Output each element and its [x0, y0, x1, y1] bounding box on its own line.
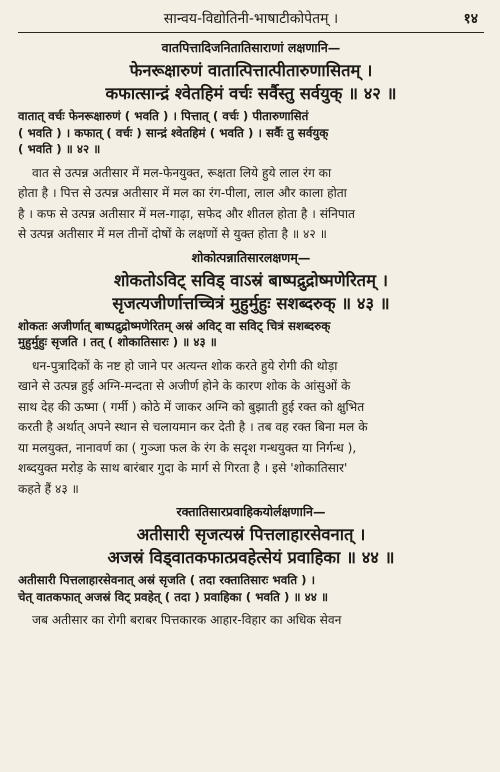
verse-line: शोकतोऽविट् सविड् वाऽस्रं बाष्पद्रुद्रोष्मणेरितम् ।	[114, 270, 388, 290]
explanation-text	[18, 356, 484, 500]
anvaya-line: ( भवति ) । कफात् ( वर्चः ) सान्द्रं श्वेतहिमं ( भवति ) । सर्वैः तु सर्वयुक्	[18, 125, 329, 140]
section-heading: शोकोत्पन्नातिसारलक्षणम्—	[191, 249, 311, 265]
verse-line: कफात्सान्द्रं श्वेतहिमं वर्चः सर्वैस्तु सर्वयुक् ॥ ४२ ॥	[105, 84, 397, 103]
anvaya-line: वातात् वर्चः फेनरूक्षारुणं ( भवति ) । पित्तात् ( वर्चः ) पीतारुणासितं	[18, 109, 309, 123]
verse-line: फेनरूक्षारुणं वातात्पित्तात्पीतारुणासितम् ।	[129, 61, 373, 80]
explanation-line: करती है अर्थात् अपने स्थान से चलायमान कर देती है । तब वह रक्त बिना मल के	[18, 420, 368, 434]
header-rule	[18, 32, 484, 33]
explanation-line: या मलयुक्त, नानावर्ण का ( गुञ्जा फल के रंग के सदृश गन्धयुक्त या निर्गन्ध ),	[18, 440, 357, 455]
explanation-text	[18, 163, 484, 245]
explanation-text	[18, 610, 484, 631]
explanation-line: धन-पुत्रादिकों के नष्ट हो जाने पर अत्यन्त शोक करते हुये रोगी की थोड़ा	[32, 358, 338, 373]
anvaya-line: मुहुर्मुहुः सृजति । तत् ( शोकातिसारः ) ॥ ४३ ॥	[18, 335, 217, 349]
anvaya-text	[18, 108, 484, 158]
verse-line: अतीसारी सृजत्यस्रं पित्तलाहारसेवनात् ।	[136, 525, 366, 544]
page-header	[18, 8, 484, 30]
explanation-line: से उत्पन्न अतीसार में मल तीनों दोषों के लक्षणों से युक्त होता है ॥ ४२ ॥	[18, 227, 327, 241]
explanation-line: साथ देह की ऊष्मा ( गर्मी ) कोठे में जाकर अग्नि को बुझाती हुई रक्त को क्षुभित	[18, 399, 365, 414]
running-title: सान्वय-विद्योतिनी-भाषाटीकोपेतम् ।	[163, 11, 339, 27]
explanation-line: जब अतीसार का रोगी बराबर पित्तकारक आहार-विहार का अधिक सेवन	[32, 613, 342, 627]
anvaya-line: शोकतः अजीर्णात् बाष्पद्रुद्रोष्मणेरितम् अस्रं अविट् वा सविट् चित्रं सशब्दरुक्	[18, 318, 331, 333]
explanation-line: है । कफ से उत्पन्न अतीसार में मल-गाढ़ा, सफेद और शीतल होता है । संनिपात	[18, 206, 355, 221]
section-heading: रक्तातिसारप्रवाहिकयोर्लक्षणानि—	[176, 504, 326, 519]
page-number: १४	[463, 11, 478, 27]
anvaya-line: अतीसारी पित्तलाहारसेवनात् अस्रं सृजति ( तदा रक्तातिसारः भवति ) ।	[18, 573, 316, 587]
anvaya-text	[18, 572, 484, 605]
explanation-line: शब्दयुक्त मरोड़ के साथ बारंबार गुदा के मार्ग से गिरता है । इसे 'शोकातिसार'	[18, 461, 348, 475]
explanation-line: कहते हैं ४३ ॥	[18, 481, 79, 496]
explanation-line: वात से उत्पन्न अतीसार में मल-फेनयुक्त, रूक्षता लिये हुये लाल रंग का	[32, 165, 332, 180]
section-heading: वातपित्तादिजनितातिसाराणां लक्षणानि—	[161, 40, 341, 55]
explanation-line: होता है । पित्त से उत्पन्न अतीसार में मल का रंग-पीला, लाल और काला होता	[18, 186, 347, 200]
verse-line: सृजत्यजीर्णात्तच्चित्रं मुहुर्मुहुः सशब्दरुक् ॥ ४३ ॥	[112, 293, 390, 313]
anvaya-text	[18, 318, 484, 351]
explanation-line: खाने से उत्पन्न हुई अग्नि-मन्दता से अजीर्ण होने के कारण शोक के आंसुओं के	[18, 379, 351, 393]
anvaya-line: चेत् वातकफात् अजस्रं विट् प्रवहेत् ( तदा ) प्रवाहिका ( भवति ) ॥ ४४ ॥	[18, 589, 329, 604]
anvaya-line: ( भवति ) ॥ ४२ ॥	[18, 142, 101, 156]
verse-line: अजस्रं विड्वातकफात्प्रवहेत्सेयं प्रवाहिका ॥ ४४ ॥	[107, 548, 395, 567]
